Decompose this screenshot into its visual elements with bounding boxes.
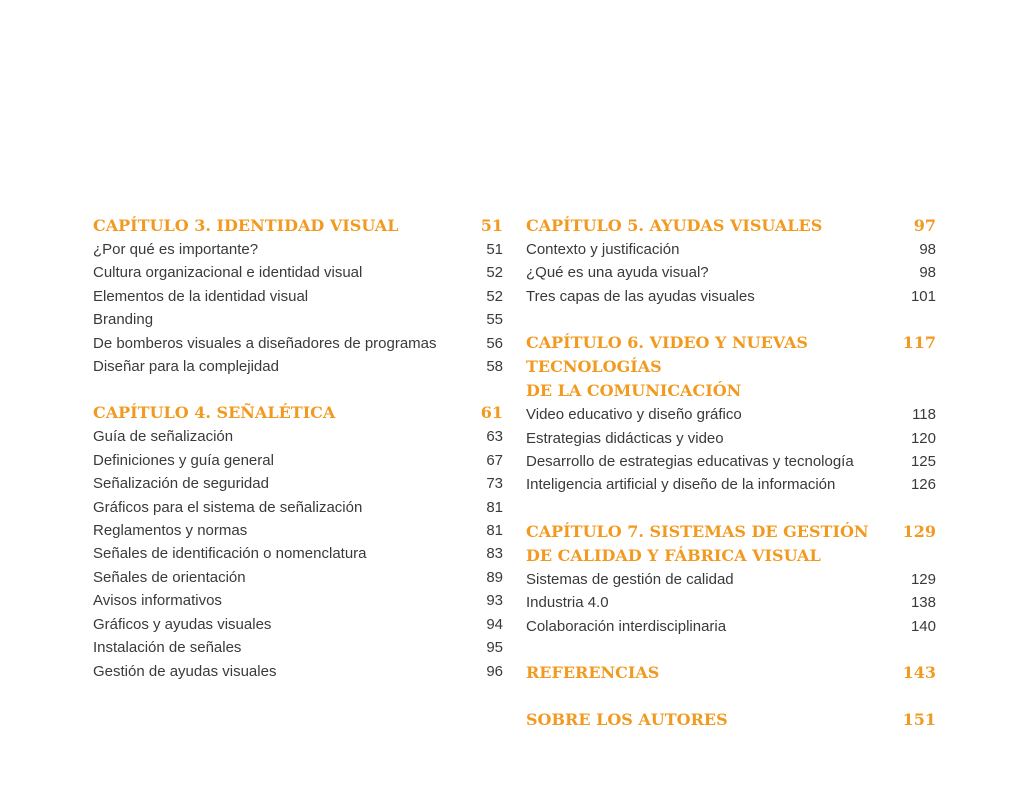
entry-label: Industria 4.0 bbox=[526, 594, 609, 612]
entry-label: Señalización de seguridad bbox=[93, 475, 269, 493]
entry-label: Estrategias didácticas y video bbox=[526, 429, 724, 447]
toc-entry[interactable] bbox=[93, 332, 503, 355]
entry-page-number: 52 bbox=[486, 287, 503, 305]
entry-page-number: 94 bbox=[486, 615, 503, 633]
toc-right-column bbox=[526, 214, 936, 755]
toc-chapter-block bbox=[526, 661, 936, 685]
toc-chapter-heading[interactable] bbox=[93, 214, 503, 238]
entry-page-number: 96 bbox=[486, 662, 503, 680]
toc-entry[interactable] bbox=[93, 566, 503, 589]
entry-label: Señales de orientación bbox=[93, 568, 246, 586]
entry-label: Instalación de señales bbox=[93, 639, 242, 657]
chapter-title: CAPÍTULO 5. AYUDAS VISUALES bbox=[526, 216, 823, 235]
toc-entry[interactable] bbox=[526, 238, 936, 261]
entry-page-number: 73 bbox=[486, 475, 503, 493]
entry-page-number: 58 bbox=[486, 358, 503, 376]
toc-entry[interactable] bbox=[93, 261, 503, 284]
chapter-page-number: 143 bbox=[902, 663, 936, 683]
chapter-title: SOBRE LOS AUTORES bbox=[526, 710, 728, 730]
entry-page-number: 120 bbox=[910, 429, 936, 447]
toc-chapter-block bbox=[526, 331, 936, 497]
toc-chapter-heading[interactable] bbox=[526, 708, 936, 732]
entry-label: ¿Por qué es importante? bbox=[93, 241, 259, 258]
chapter-title: REFERENCIAS bbox=[526, 663, 660, 683]
toc-chapter-heading[interactable] bbox=[526, 214, 936, 238]
entry-label: De bomberos visuales a diseñadores de programas bbox=[93, 334, 437, 352]
entry-label: Definiciones y guía general bbox=[93, 451, 274, 469]
chapter-page-number: 97 bbox=[913, 216, 936, 235]
chapter-page-number: 129 bbox=[902, 521, 936, 541]
entry-page-number: 89 bbox=[486, 568, 503, 586]
toc-chapter-heading[interactable] bbox=[526, 661, 936, 685]
toc-entry[interactable] bbox=[93, 636, 503, 659]
entry-page-number: 52 bbox=[486, 264, 503, 282]
entry-label: Guía de señalización bbox=[93, 428, 234, 446]
entry-page-number: 67 bbox=[486, 451, 503, 469]
entry-page-number: 125 bbox=[910, 453, 936, 471]
toc-chapter-heading[interactable] bbox=[526, 520, 936, 568]
entry-label: Desarrollo de estrategias educativas y tecnología bbox=[526, 453, 854, 471]
toc-entry[interactable] bbox=[93, 449, 503, 472]
entry-label: Cultura organizacional e identidad visual bbox=[93, 264, 363, 282]
chapter-page-number: 117 bbox=[902, 333, 936, 353]
entry-page-number: 81 bbox=[486, 498, 503, 516]
toc-entry[interactable] bbox=[93, 285, 503, 308]
entry-page-number: 101 bbox=[910, 287, 936, 305]
toc-entry[interactable] bbox=[93, 238, 503, 261]
toc-entry[interactable] bbox=[526, 615, 936, 638]
toc-entry[interactable] bbox=[93, 355, 503, 378]
entry-page-number: 51 bbox=[486, 241, 503, 258]
toc-entry[interactable] bbox=[526, 450, 936, 473]
entry-label: Gráficos para el sistema de señalización bbox=[93, 498, 363, 516]
entry-page-number: 126 bbox=[910, 476, 936, 494]
toc-entry[interactable] bbox=[526, 473, 936, 496]
entry-label: Señales de identificación o nomenclatura bbox=[93, 545, 367, 563]
toc-entry[interactable] bbox=[526, 427, 936, 450]
toc-chapter-block bbox=[93, 214, 503, 378]
entry-label: Elementos de la identidad visual bbox=[93, 287, 309, 305]
toc-entry[interactable] bbox=[93, 308, 503, 331]
toc-entry[interactable] bbox=[526, 261, 936, 284]
entry-page-number: 129 bbox=[910, 570, 936, 588]
entry-label: Tres capas de las ayudas visuales bbox=[526, 287, 755, 305]
toc-entry[interactable] bbox=[526, 403, 936, 426]
chapter-title: CAPÍTULO 3. IDENTIDAD VISUAL bbox=[93, 216, 399, 235]
entry-label: Branding bbox=[93, 311, 154, 329]
toc-chapter-block bbox=[93, 401, 503, 682]
entry-label: Video educativo y diseño gráfico bbox=[526, 406, 742, 424]
chapter-page-number: 51 bbox=[480, 216, 503, 235]
toc-entry[interactable] bbox=[93, 519, 503, 542]
entry-label: Gráficos y ayudas visuales bbox=[93, 615, 272, 633]
toc-entry[interactable] bbox=[93, 425, 503, 448]
toc-chapter-block bbox=[526, 708, 936, 732]
entry-page-number: 93 bbox=[486, 592, 503, 610]
entry-label: Contexto y justificación bbox=[526, 241, 680, 258]
toc-entry[interactable] bbox=[93, 472, 503, 495]
chapter-title: CAPÍTULO 6. VIDEO Y NUEVAS TECNOLOGÍAS DE LA COMUNICACIÓN bbox=[526, 333, 808, 401]
entry-page-number: 55 bbox=[486, 311, 503, 329]
toc-chapter-block bbox=[526, 520, 936, 638]
toc-entry[interactable] bbox=[526, 568, 936, 591]
entry-page-number: 95 bbox=[486, 639, 503, 657]
toc-entry[interactable] bbox=[93, 589, 503, 612]
entry-label: ¿Qué es una ayuda visual? bbox=[526, 264, 709, 282]
toc-entry[interactable] bbox=[93, 542, 503, 565]
entry-page-number: 118 bbox=[912, 406, 936, 424]
toc-entry[interactable] bbox=[93, 496, 503, 519]
entry-label: Sistemas de gestión de calidad bbox=[526, 570, 734, 588]
entry-page-number: 140 bbox=[910, 617, 936, 635]
toc-left-column bbox=[93, 214, 503, 706]
entry-label: Gestión de ayudas visuales bbox=[93, 662, 277, 680]
toc-entry[interactable] bbox=[93, 613, 503, 636]
entry-page-number: 138 bbox=[910, 594, 936, 612]
entry-label: Reglamentos y normas bbox=[93, 522, 248, 540]
entry-page-number: 98 bbox=[919, 264, 936, 282]
chapter-title: CAPÍTULO 4. SEÑALÉTICA bbox=[93, 403, 336, 423]
entry-label: Colaboración interdisciplinaria bbox=[526, 617, 727, 635]
toc-entry[interactable] bbox=[526, 285, 936, 308]
toc-chapter-heading[interactable] bbox=[93, 401, 503, 425]
toc-entry[interactable] bbox=[526, 591, 936, 614]
entry-page-number: 63 bbox=[486, 428, 503, 446]
toc-entry[interactable] bbox=[93, 660, 503, 683]
entry-page-number: 81 bbox=[486, 522, 503, 540]
entry-label: Inteligencia artificial y diseño de la información bbox=[526, 476, 836, 494]
entry-label: Avisos informativos bbox=[93, 592, 222, 610]
toc-chapter-heading[interactable] bbox=[526, 331, 936, 403]
entry-page-number: 56 bbox=[486, 334, 503, 352]
chapter-page-number: 151 bbox=[902, 710, 936, 730]
toc-chapter-block bbox=[526, 214, 936, 308]
entry-page-number: 83 bbox=[486, 545, 503, 563]
chapter-title: CAPÍTULO 7. SISTEMAS DE GESTIÓN DE CALIDAD Y FÁBRICA VISUAL bbox=[526, 521, 869, 565]
entry-label: Diseñar para la complejidad bbox=[93, 358, 279, 376]
chapter-page-number: 61 bbox=[480, 403, 503, 423]
entry-page-number: 98 bbox=[919, 241, 936, 258]
